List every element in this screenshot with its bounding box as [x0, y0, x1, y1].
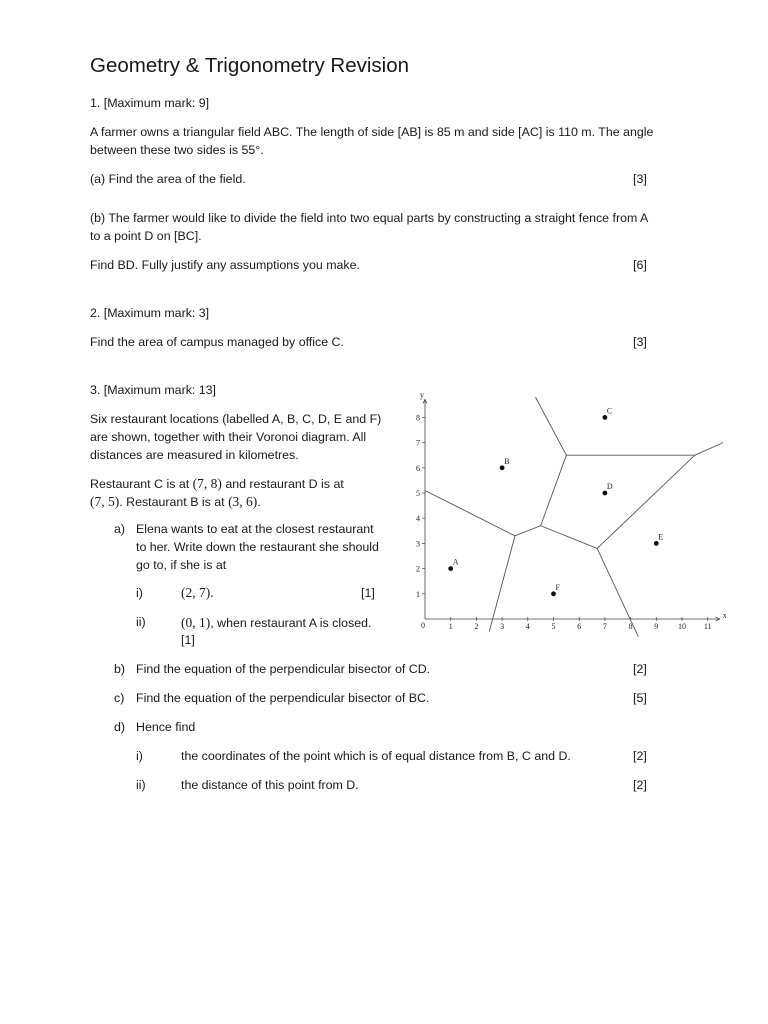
q2-mark: [3]	[633, 335, 647, 349]
q3di-label: i)	[136, 749, 143, 763]
x-axis-label: x	[722, 611, 727, 620]
q1b-find-text: Find BD. Fully justify any assumptions you make.	[90, 258, 360, 272]
y-tick-label: 3	[416, 539, 420, 549]
q3-header: 3. [Maximum mark: 13]	[90, 383, 216, 397]
y-tick-label: 2	[416, 564, 420, 574]
voronoi-diagram	[404, 385, 744, 640]
restaurant-label-f: F	[555, 582, 560, 592]
x-tick-label: 11	[703, 622, 712, 631]
restaurant-label-d: D	[606, 482, 613, 491]
y-tick-label: 4	[416, 514, 420, 524]
y-tick-label: 7	[416, 438, 420, 448]
q3d-label: d)	[114, 720, 126, 734]
q3aii-mark: [1]	[181, 633, 195, 647]
x-tick-label: 10	[678, 622, 686, 631]
q3dii-text: the distance of this point from D.	[181, 778, 359, 792]
q3c-mark: [5]	[633, 691, 647, 705]
q3-line4-part1: Restaurant C is at	[90, 477, 193, 491]
q3ai-mark: [1]	[361, 586, 375, 600]
origin-label: 0	[421, 621, 425, 630]
q3dii-mark: [2]	[633, 778, 647, 792]
q1b-text-line2: to a point D on [BC].	[90, 229, 202, 243]
point-b-coords: (3, 6)	[228, 494, 258, 509]
x-tick-label: 3	[500, 622, 505, 631]
q1a-mark: [3]	[633, 172, 647, 186]
q3-text-line1: Six restaurant locations (labelled A, B, C, D, E and F)	[90, 412, 382, 426]
q1-text-line2: between these two sides is 55°.	[90, 143, 264, 157]
x-tick-label: 2	[474, 622, 479, 631]
q1b-mark: [6]	[633, 258, 647, 272]
q3di-text: the coordinates of the point which is of equal distance from B, C and D.	[181, 749, 571, 763]
q3a-text-line2: to her. Write down the restaurant she should	[136, 540, 379, 554]
q3a-text-line1: Elena wants to eat at the closest restaurant	[136, 522, 374, 536]
q3di-mark: [2]	[633, 749, 647, 763]
voronoi-edge	[515, 526, 541, 536]
q3-text-line3: distances are measured in kilometres.	[90, 448, 299, 462]
restaurant-point-d	[603, 491, 608, 496]
q3-text-line5	[90, 494, 261, 510]
point-c-coords: (7, 8)	[192, 476, 222, 491]
q1-text-line1: A farmer owns a triangular field ABC. The length of side [AB] is 85 m and side [AC] is 110 m. The angle	[90, 125, 654, 139]
x-tick-label: 9	[654, 622, 659, 631]
q3b-mark: [2]	[633, 662, 647, 676]
x-tick-label: 8	[628, 622, 633, 631]
y-tick-label: 5	[416, 489, 420, 498]
q2-text: Find the area of campus managed by office C.	[90, 335, 344, 349]
q3-line4-part3: and restaurant D is at	[221, 477, 344, 491]
restaurant-point-e	[654, 541, 659, 546]
q3-line5-period: .	[257, 495, 261, 509]
q1-header: 1. [Maximum mark: 9]	[90, 96, 210, 110]
q3aii-point: (0, 1)	[181, 615, 211, 630]
restaurant-label-c: C	[606, 406, 613, 416]
q3-text-line4	[90, 476, 344, 492]
q3ai-text: (2, 7).	[181, 585, 214, 600]
voronoi-edge	[541, 526, 598, 549]
x-tick-label: 1	[448, 622, 453, 631]
q1b-text-line1: (b) The farmer would like to divide the field into two equal parts by constructing a straight fence from A	[90, 211, 649, 225]
q3-text-line2: are shown, together with their Voronoi diagram. All	[90, 430, 367, 444]
restaurant-label-a: A	[452, 557, 459, 567]
voronoi-edge	[541, 455, 567, 526]
q3aii-text	[181, 615, 371, 631]
voronoi-edge	[425, 490, 515, 535]
q1a-text: (a) Find the area of the field.	[90, 172, 246, 186]
voronoi-edge	[536, 397, 567, 455]
restaurant-label-e: E	[658, 532, 664, 542]
q3aii-label: ii)	[136, 615, 146, 629]
restaurant-point-f	[551, 591, 556, 596]
q3-line5-part2: . Restaurant B is at	[119, 495, 229, 509]
restaurant-point-b	[500, 465, 505, 470]
q3a-text-line3: go to, if she is at	[136, 558, 227, 572]
page-title: Geometry & Trigonometry Revision	[90, 54, 410, 77]
y-tick-label: 6	[416, 463, 420, 473]
voronoi-edge	[695, 443, 723, 456]
y-axis-label: y	[420, 390, 424, 400]
q2-header: 2. [Maximum mark: 3]	[90, 306, 210, 320]
q3ai-label: i)	[136, 586, 143, 600]
point-d-coords: (7, 5)	[90, 494, 120, 509]
q3b-text: Find the equation of the perpendicular bisector of CD.	[136, 662, 431, 676]
restaurant-label-b: B	[504, 456, 510, 466]
x-tick-label: 6	[577, 622, 582, 631]
y-tick-label: 8	[416, 413, 420, 423]
q3aii-rest: , when restaurant A is closed.	[210, 616, 372, 630]
q3c-label: c)	[114, 691, 125, 705]
y-tick-label: 1	[416, 589, 420, 599]
restaurant-point-a	[448, 566, 453, 571]
q3c-text: Find the equation of the perpendicular bisector of BC.	[136, 691, 430, 705]
q3dii-label: ii)	[136, 778, 146, 792]
q3d-text: Hence find	[136, 720, 196, 734]
q3b-label: b)	[114, 662, 126, 676]
q3a-label: a)	[114, 522, 126, 536]
restaurant-point-c	[603, 415, 608, 420]
x-tick-label: 7	[602, 622, 607, 631]
x-tick-label: 4	[525, 622, 530, 631]
x-tick-label: 5	[551, 622, 556, 631]
voronoi-edge	[597, 455, 695, 548]
